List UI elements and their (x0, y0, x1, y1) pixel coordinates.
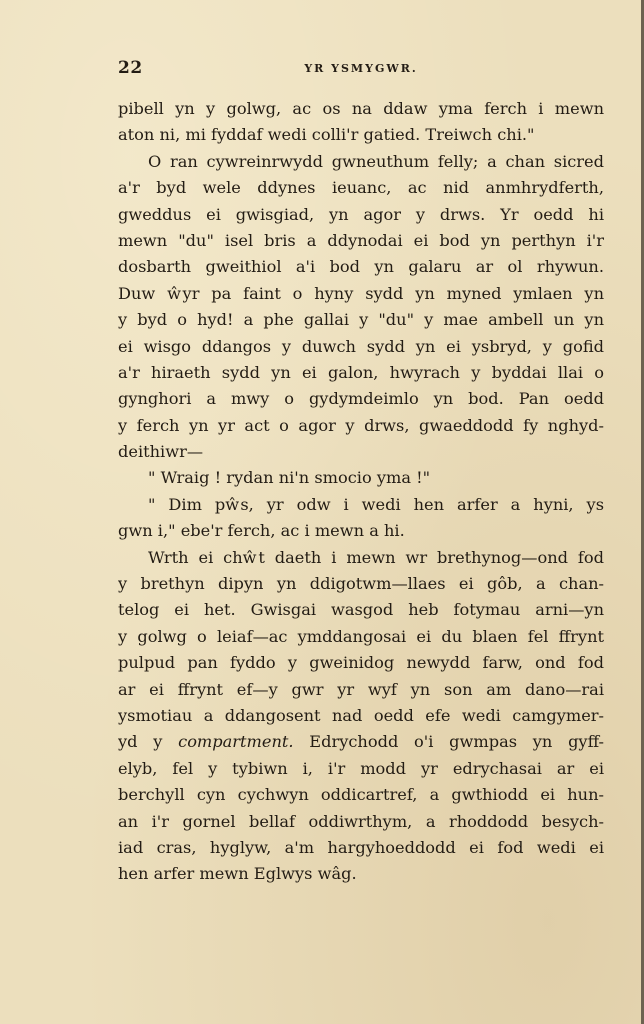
text-line: Wrth ei chŵt daeth i mewn wr brethynog—ond fod (148, 547, 604, 567)
text-line: " Dim pŵs, yr odw i wedi hen arfer a hyni, ys (148, 494, 604, 514)
text-line: y brethyn dipyn yn ddigotwm—llaes ei gôb, a chan- (118, 574, 604, 594)
body-text (118, 96, 604, 888)
text-line: elyb, fel y tybiwn i, i'r modd yr edrychasai ar ei (118, 758, 604, 778)
text-line: O ran cywreinrwydd gwneuthum felly; a chan sicred (148, 151, 604, 171)
text-line: a'r hiraeth sydd yn ei galon, hwyrach y byddai llai o (118, 362, 604, 382)
text-line: gwn i," ebe'r ferch, ac i mewn a hi. (118, 521, 405, 541)
text-line: " Wraig ! rydan ni'n smocio yma !" (148, 468, 431, 488)
text-line-with-italic (118, 729, 604, 755)
text-line: y golwg o leiaf—ac ymddangosai ei du blaen fel ffrynt (118, 626, 604, 646)
text-line: iad cras, hyglyw, a'm hargyhoeddodd ei fod wedi ei (118, 837, 604, 857)
text-line: y byd o hyd! a phe gallai y "du" y mae ambell un yn (118, 310, 604, 330)
text-line: aton ni, mi fyddaf wedi colli'r gatied. Treiwch chi." (118, 125, 535, 145)
page-header (118, 58, 604, 82)
text-segment: Edrychodd o'i gwmpas yn gyff- (309, 732, 604, 752)
text-line: hen arfer mewn Eglwys wâg. (118, 864, 357, 884)
text-line: berchyll cyn cychwyn oddicartref, a gwthiodd ei hun- (118, 785, 604, 805)
text-line: pulpud pan fyddo y gweinidog newydd farw, ond fod (118, 653, 604, 673)
text-segment: yd y (118, 732, 163, 752)
text-line: dosbarth gweithiol a'i bod yn galaru ar ol rhywun. (118, 257, 604, 277)
italic-term: compartment. (178, 732, 294, 752)
page-number: 22 (118, 58, 143, 78)
text-line: ar ei ffrynt ef—y gwr yr wyf yn son am dano—rai (118, 679, 604, 699)
text-line: gynghori a mwy o gydymdeimlo yn bod. Pan oedd (118, 389, 604, 409)
text-line: a'r byd wele ddynes ieuanc, ac nid anmhrydferth, (118, 178, 604, 198)
text-line: y ferch yn yr act o agor y drws, gwaeddodd fy nghyd- (118, 415, 604, 435)
text-line: ei wisgo ddangos y duwch sydd yn ei ysbryd, y gofid (118, 336, 604, 356)
text-line: Duw ŵyr pa faint o hyny sydd yn myned ymlaen yn (118, 283, 604, 303)
text-line: gweddus ei gwisgiad, yn agor y drws. Yr oedd hi (118, 204, 604, 224)
text-line: deithiwr— (118, 442, 204, 462)
text-line: ysmotiau a ddangosent nad oedd efe wedi camgymer- (118, 705, 604, 725)
text-line: pibell yn y golwg, ac os na ddaw yma ferch i mewn (118, 99, 604, 118)
text-line: an i'r gornel bellaf oddiwrthym, a rhoddodd besych- (118, 811, 604, 831)
running-head: YR YSMYGWR. (304, 62, 418, 75)
text-line: telog ei het. Gwisgai wasgod heb fotymau arni—yn (118, 600, 604, 620)
text-line: mewn "du" isel bris a ddynodai ei bod yn perthyn i'r (118, 230, 604, 250)
